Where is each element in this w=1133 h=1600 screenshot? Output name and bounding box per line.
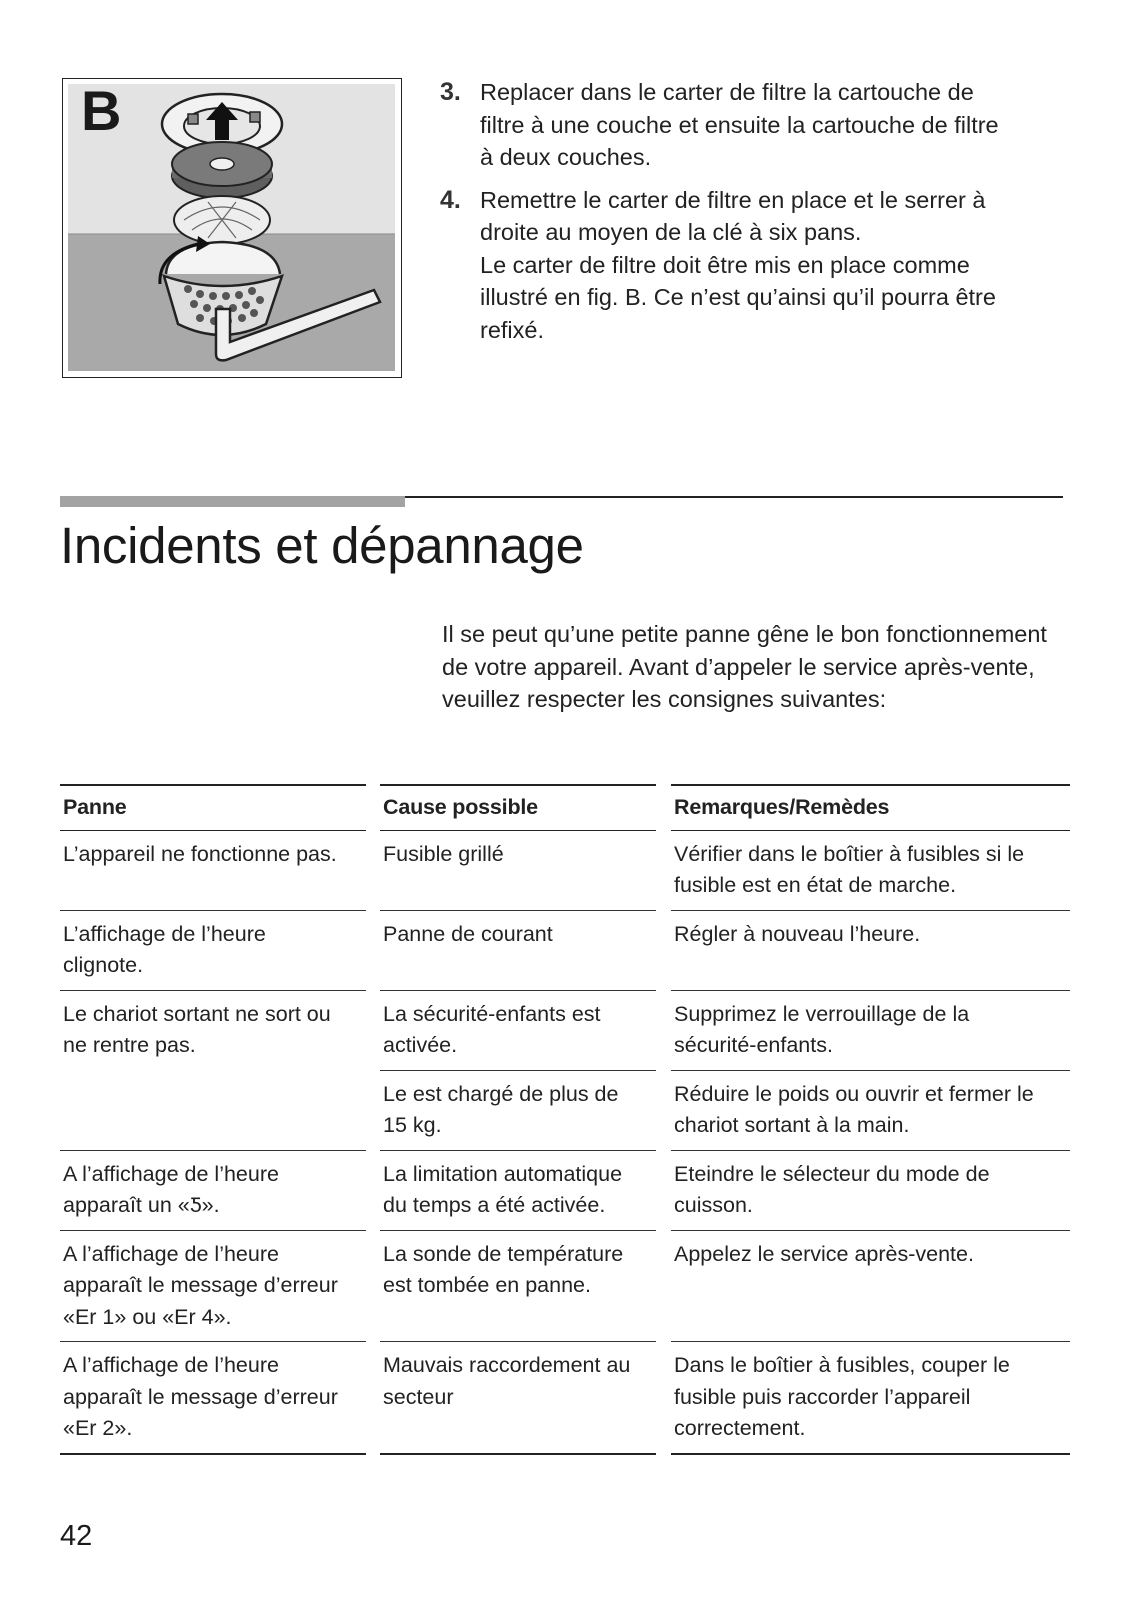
table-row xyxy=(60,911,1070,991)
cell-panne: L’affichage de l’heure clignote. xyxy=(60,911,366,991)
cell-panne: A l’affichage de l’heure apparaît le message d’erreur «Er 2». xyxy=(60,1342,366,1455)
cell-panne xyxy=(60,1071,366,1151)
cell-cause: La sécurité-enfants est activée. xyxy=(380,991,656,1071)
table-row xyxy=(60,1342,1070,1455)
cell-panne: A l’affichage de l’heure apparaît un «Ƽ». xyxy=(60,1151,366,1231)
section-accent-bar xyxy=(60,496,405,507)
cell-cause: Mauvais raccordement au secteur xyxy=(380,1342,656,1455)
cell-remede: Vérifier dans le boîtier à fusibles si le fusible est en état de marche. xyxy=(671,831,1070,911)
table-row xyxy=(60,831,1070,911)
cell-panne: Le chariot sortant ne sort ou ne rentre pas. xyxy=(63,1001,331,1057)
step-number: 3. xyxy=(440,78,461,106)
step-number: 4. xyxy=(440,185,461,214)
step-text: Remettre le carter de filtre en place et le serrer à droite au moyen de la clé à six pans. Le carter de filtre doit être mis en place comme illustré en fig. B. Ce n’est qu’ainsi qu’il pourra être refixé. xyxy=(480,186,996,343)
cell-cause: La sonde de température est tombée en panne. xyxy=(380,1231,656,1343)
cell-cause: Fusible grillé xyxy=(380,831,656,911)
section-intro: Il se peut qu’une petite panne gêne le bon fonctionnement de votre appareil. Avant d’appeler le service après-vente, veuillez respecter les consignes suivantes: xyxy=(442,621,1047,712)
table-row xyxy=(60,991,1070,1071)
cell-remede: Régler à nouveau l’heure. xyxy=(671,911,1070,991)
table-row xyxy=(60,1071,1070,1151)
cell-remede: Supprimez le verrouillage de la sécurité-enfants. xyxy=(671,991,1070,1071)
instruction-steps xyxy=(440,76,1080,356)
figure-label: B xyxy=(81,79,122,142)
section-title: Incidents et dépannage xyxy=(60,517,584,574)
cell-panne: A l’affichage de l’heure apparaît le message d’erreur «Er 1» ou «Er 4». xyxy=(60,1231,366,1343)
figure-b xyxy=(62,78,402,378)
step-text: Replacer dans le carter de filtre la cartouche de filtre à une couche et ensuite la cartouche de filtre à deux couches. xyxy=(480,79,999,170)
step-4 xyxy=(440,184,1080,347)
cell-cause: Le est chargé de plus de 15 kg. xyxy=(380,1071,656,1151)
troubleshooting-table xyxy=(60,784,1070,1455)
cell-remede: Eteindre le sélecteur du mode de cuisson. xyxy=(671,1151,1070,1231)
page-number: 42 xyxy=(60,1520,93,1552)
header-cause: Cause possible xyxy=(380,784,656,831)
table-header-row xyxy=(60,784,1070,831)
cell-remede: Appelez le service après-vente. xyxy=(671,1231,1070,1343)
cell-panne: L’appareil ne fonctionne pas. xyxy=(60,831,366,911)
header-panne: Panne xyxy=(60,784,366,831)
header-remede: Remarques/Remèdes xyxy=(671,784,1070,831)
cell-remede: Réduire le poids ou ouvrir et fermer le chariot sortant à la main. xyxy=(671,1071,1070,1151)
step-3 xyxy=(440,76,1080,174)
table-row xyxy=(60,1151,1070,1231)
cell-cause: Panne de courant xyxy=(380,911,656,991)
table-row xyxy=(60,1231,1070,1343)
cell-remede: Dans le boîtier à fusibles, couper le fusible puis raccorder l’appareil correctement. xyxy=(671,1342,1070,1455)
cell-cause: La limitation automatique du temps a été activée. xyxy=(380,1151,656,1231)
